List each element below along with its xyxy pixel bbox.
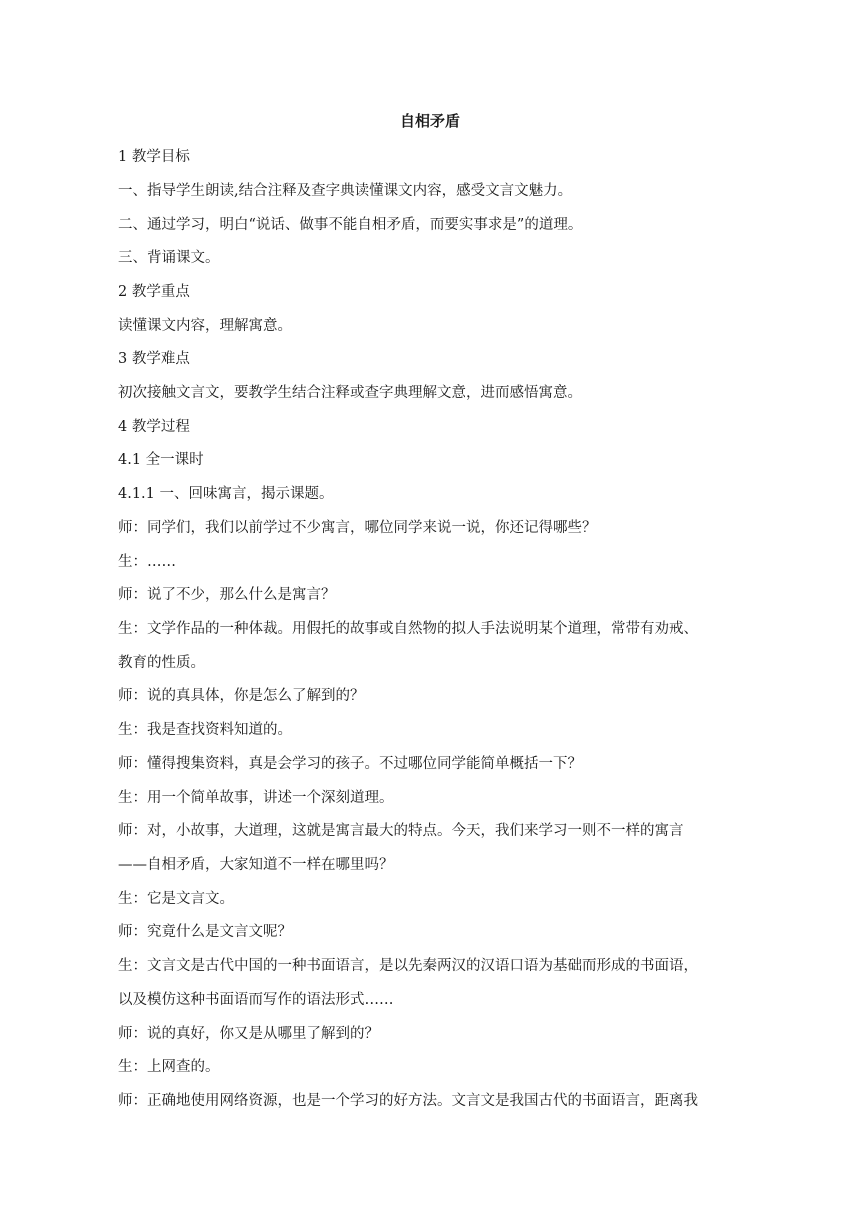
dialogue-line: 生：它是文言文。 <box>118 891 234 907</box>
goal-2: 二、通过学习，明白“说话、做事不能自相矛盾，而要实事求是”的道理。 <box>118 217 583 233</box>
dialogue-line: 生：上网查的。 <box>118 1059 220 1075</box>
difficulties-text: 初次接触文言文，要教学生结合注释或查字典理解文意，进而感悟寓意。 <box>118 385 582 401</box>
subheading-step-1: 4.1.1 一、回味寓言，揭示课题。 <box>118 486 334 502</box>
goal-1: 一、指导学生朗读,结合注释及查字典读懂课文内容，感受文言文魅力。 <box>118 183 573 199</box>
heading-process: 4 教学过程 <box>118 419 190 435</box>
subheading-lesson: 4.1 全一课时 <box>118 452 204 468</box>
dialogue-line-continued: 以及模仿这种书面语而写作的语法形式…… <box>118 992 394 1008</box>
dialogue-line: 师：同学们，我们以前学过不少寓言，哪位同学来说一说，你还记得哪些？ <box>118 520 597 536</box>
dialogue-line: 师：说了不少，那么什么是寓言？ <box>118 587 336 603</box>
dialogue-line: 师：说的真好，你又是从哪里了解到的？ <box>118 1026 379 1042</box>
dialogue-line-continued: ——自相矛盾，大家知道不一样在哪里吗？ <box>118 857 394 873</box>
dialogue-line: 生：用一个简单故事，讲述一个深刻道理。 <box>118 790 394 806</box>
dialogue-line: 师：正确地使用网络资源，也是一个学习的好方法。文言文是我国古代的书面语言，距离我 <box>118 1093 698 1109</box>
heading-key-points: 2 教学重点 <box>118 284 190 300</box>
document-title: 自相矛盾 <box>399 112 460 130</box>
dialogue-line-continued: 教育的性质。 <box>118 655 205 671</box>
goal-3: 三、背诵课文。 <box>118 250 220 266</box>
key-points-text: 读懂课文内容，理解寓意。 <box>118 318 292 334</box>
dialogue-line: 生：我是查找资料知道的。 <box>118 722 292 738</box>
dialogue-line: 生：文学作品的一种体裁。用假托的故事或自然物的拟人手法说明某个道理，常带有劝戒、 <box>118 621 698 637</box>
dialogue-line: 师：懂得搜集资料，真是会学习的孩子。不过哪位同学能简单概括一下？ <box>118 756 582 772</box>
heading-difficulties: 3 教学难点 <box>118 351 190 367</box>
dialogue-line: 师：究竟什么是文言文呢？ <box>118 924 292 940</box>
dialogue-line: 生：…… <box>118 554 176 570</box>
dialogue-line: 师：说的真具体，你是怎么了解到的？ <box>118 688 365 704</box>
dialogue-line: 师：对，小故事，大道理，这就是寓言最大的特点。今天，我们来学习一则不一样的寓言 <box>118 823 684 839</box>
dialogue-line: 生：文言文是古代中国的一种书面语言，是以先秦两汉的汉语口语为基础而形成的书面语， <box>118 958 698 974</box>
heading-teaching-goals: 1 教学目标 <box>118 149 190 165</box>
